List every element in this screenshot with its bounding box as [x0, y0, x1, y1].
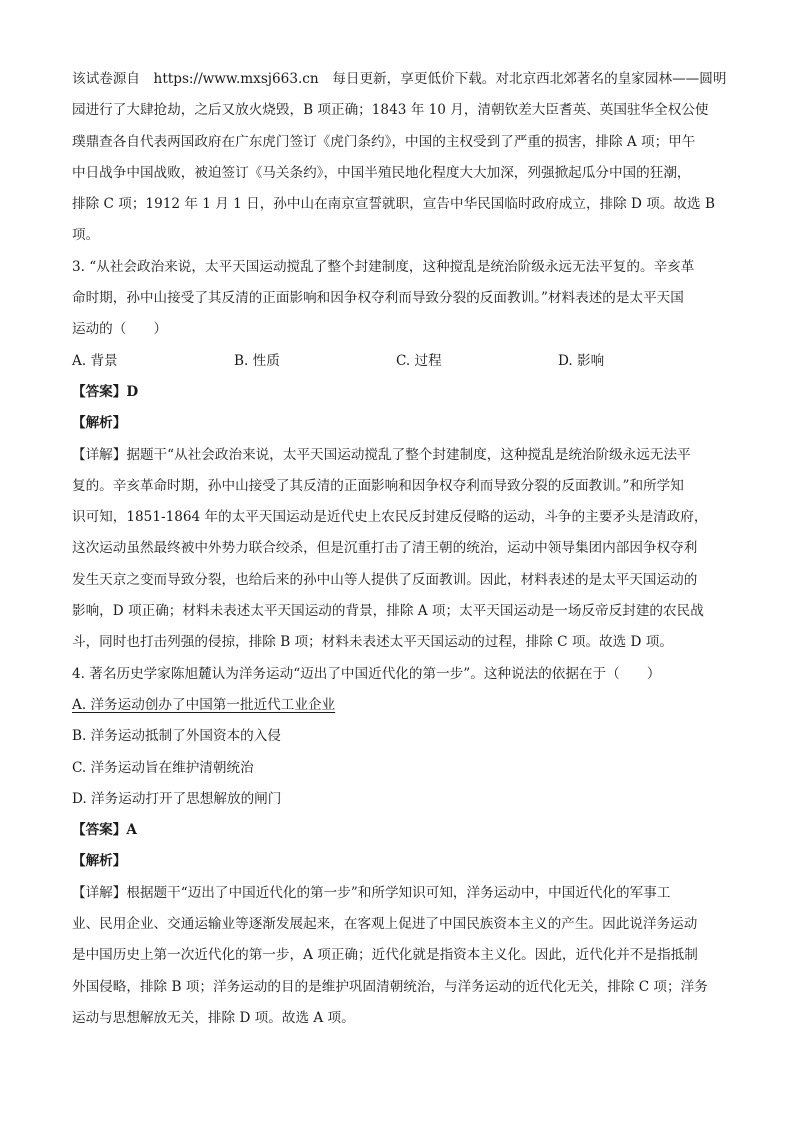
- detail-line: 斗，同时也打击列强的侵掠，排除 B 项；材料未表述太平天国运动的过程，排除 C 项。故选 D 项。: [72, 634, 673, 651]
- option-a: A. 洋务运动创办了中国第一批近代工业企业: [72, 696, 336, 713]
- text-line: 璞鼎查各自代表两国政府在广东虎门签订《虎门条约》，中国的主权受到了严重的损害，排除 A 项；甲午: [72, 133, 696, 150]
- text-line: 项。: [72, 227, 100, 244]
- text-line: 该试卷源自 https://www.mxsj663.cn 每日更新，享更低价下载。对北京西北郊著名的皇家园林——圆明: [72, 71, 727, 87]
- detail-line: 【详解】据题干“从社会政治来说，太平天国运动搅乱了整个封建制度，这种搅乱是统治阶级永远无法平: [72, 446, 691, 463]
- option-b: B. 性质: [234, 352, 280, 369]
- text-line: 园进行了大肆抢劫，之后又放火烧毁，B 项正确；1843 年 10 月，清朝钦差大臣耆英、英国驻华全权公使: [72, 102, 709, 119]
- detail-line: 这次运动虽然最终被中外势力联合绞杀，但是沉重打击了清王朝的统治，运动中领导集团内部因争权夺利: [72, 540, 698, 557]
- option-d: D. 洋务运动打开了思想解放的闸门: [72, 790, 282, 807]
- detail-line: 复的。辛亥革命时期，孙中山接受了其反清的正面影响和因争权夺利而导致分裂的反面教训。”和所学知: [72, 477, 684, 494]
- question-stem-line: 命时期，孙中山接受了其反清的正面影响和因争权夺利而导致分裂的反面教训。”材料表述的是太平天国: [72, 290, 684, 307]
- analysis-label: 【解析】: [72, 853, 127, 870]
- question-3: [72, 252, 722, 346]
- option-a: A. 背景: [72, 352, 118, 369]
- question-4-detail: [72, 878, 722, 1034]
- option-d: D. 影响: [558, 352, 605, 369]
- analysis-label: 【解析】: [72, 415, 127, 432]
- detail-line: 【详解】根据题干“迈出了中国近代化的第一步”和所学知识可知，洋务运动中，中国近代化的军事工: [72, 884, 671, 901]
- detail-line: 是中国历史上第一次近代化的第一步，A 项正确；近代化就是指资本主义化。因此，近代化并不是指抵制: [72, 947, 698, 964]
- question-4: [72, 659, 722, 690]
- detail-line: 发生天京之变而导致分裂，也给后来的孙中山等人提供了反面教训。因此，材料表述的是太平天国运动的: [72, 571, 698, 588]
- detail-line: 业、民用企业、交通运输业等逐渐发展起来，在客观上促进了中国民族资本主义的产生。因此说洋务运动: [72, 916, 698, 933]
- previous-explanation: [72, 64, 727, 252]
- answer-label: 【答案】D: [72, 383, 139, 400]
- text-line: 排除 C 项；1912 年 1 月 1 日，孙中山在南京宣誓就职，宣告中华民国临时政府成立，排除 D 项。故选 B: [72, 196, 715, 213]
- detail-line: 运动与思想解放无关，排除 D 项。故选 A 项。: [72, 1009, 355, 1026]
- question-4-options: [72, 690, 722, 815]
- question-stem-line: 运动的（ ）: [72, 321, 168, 338]
- question-3-options: [72, 346, 722, 377]
- option-c: C. 过程: [396, 352, 442, 369]
- question-stem-line: 4. 著名历史学家陈旭麓认为洋务运动“迈出了中国近代化的第一步”。这种说法的依据在于（ ）: [72, 665, 661, 682]
- detail-line: 外国侵略，排除 B 项；洋务运动的目的是维护巩固清朝统治，与洋务运动的近代化无关，排除 C 项；洋务: [72, 978, 708, 995]
- option-b: B. 洋务运动抵制了外国资本的入侵: [72, 728, 281, 745]
- option-c: C. 洋务运动旨在维护清朝统治: [72, 759, 254, 776]
- text-line: 中日战争中国战败，被迫签订《马关条约》，中国半殖民地化程度大大加深，列强掀起瓜分中国的狂潮，: [72, 164, 691, 181]
- detail-line: 识可知，1851-1864 年的太平天国运动是近代史上农民反封建反侵略的运动，斗争的主要矛头是清政府，: [72, 509, 708, 526]
- question-stem-line: 3. “从社会政治来说，太平天国运动搅乱了整个封建制度，这种搅乱是统治阶级永远无法平复的。辛亥革: [72, 258, 695, 275]
- question-3-detail: [72, 440, 722, 659]
- detail-line: 影响，D 项正确；材料未表述太平天国运动的背景，排除 A 项；太平天国运动是一场反帝反封建的农民战: [72, 603, 704, 620]
- answer-label: 【答案】A: [72, 822, 137, 839]
